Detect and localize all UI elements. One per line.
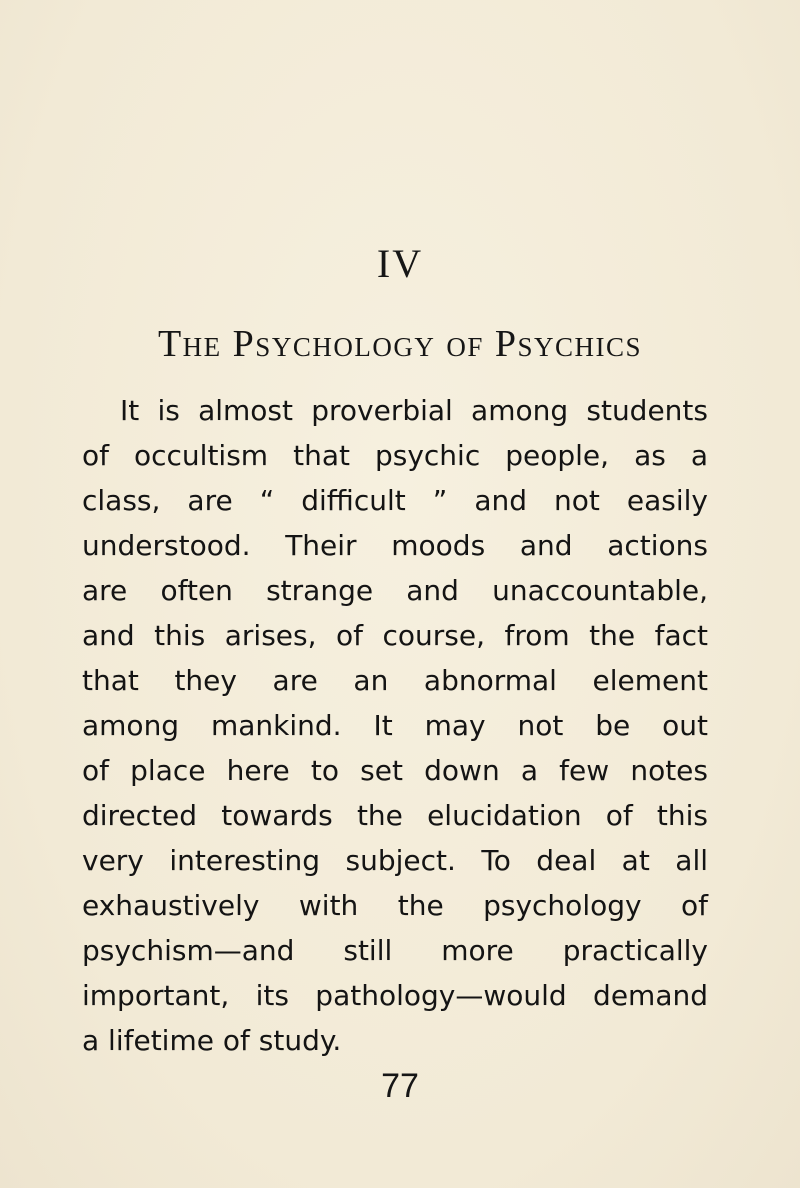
text-line: important, its pathology—would demand [82,979,708,1012]
text-line: directed towards the elucidation of this [82,799,708,832]
page-number: 77 [381,1067,419,1105]
text-line: of occultism that psychic people, as a [82,439,708,472]
text-line: very interesting subject. To deal at all [82,844,708,877]
text-line: a lifetime of study. [82,1024,342,1057]
text-line: of place here to set down a few notes [82,754,708,787]
text-line: psychism—and still more practically [82,934,708,967]
text-line: It is almost proverbial among students [120,394,708,427]
text-line: exhaustively with the psychology of [82,889,708,922]
text-line: and this arises, of course, from the fact [82,619,708,652]
chapter-title: The Psychology of Psychics [157,323,643,365]
text-line: are often strange and unaccountable, [82,574,708,607]
chapter-number: IV [376,241,424,286]
text-line: understood. Their moods and actions [82,529,708,562]
body-paragraph [82,388,708,1063]
text-line: among mankind. It may not be out [82,709,708,742]
text-line: that they are an abnormal element [82,664,708,697]
text-line: class, are “ difficult ” and not easily [82,484,708,517]
